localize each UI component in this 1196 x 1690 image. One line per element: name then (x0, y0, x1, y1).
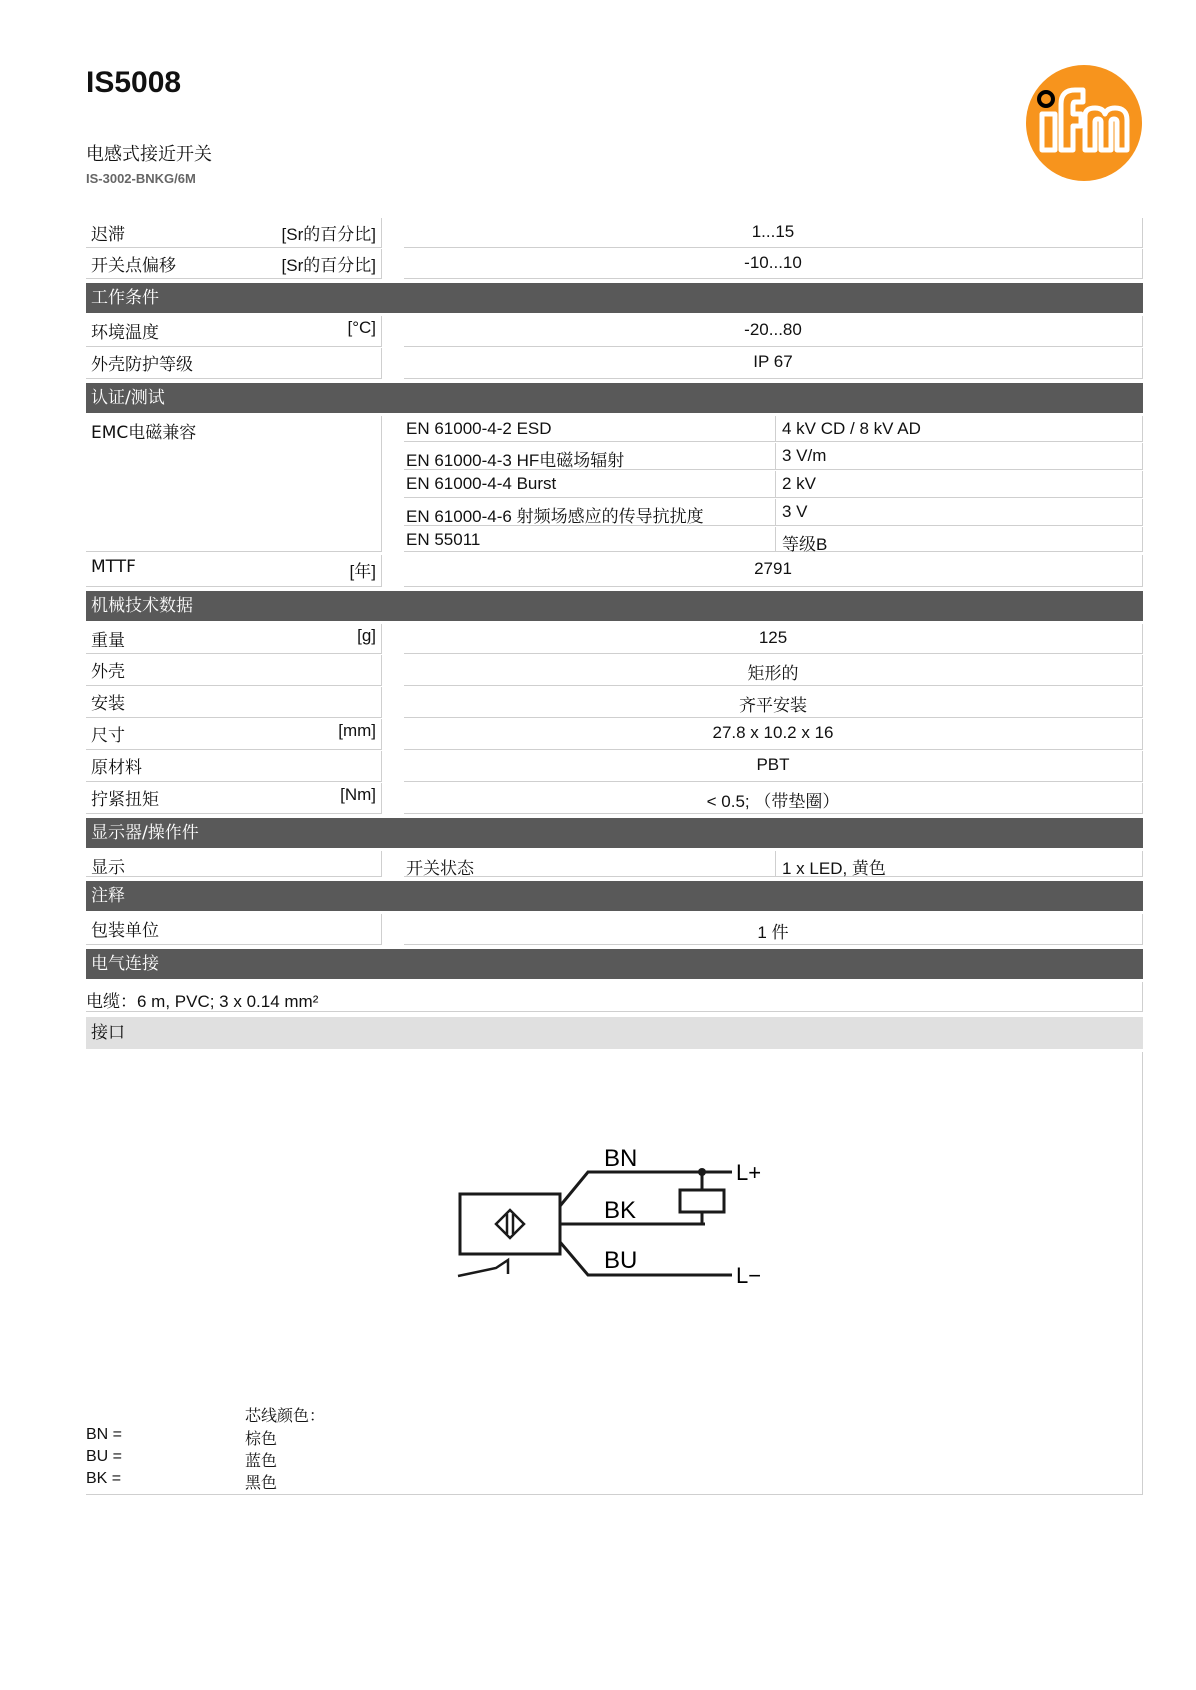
emc-row (86, 499, 1143, 526)
wire-bk-label: BK (604, 1197, 637, 1224)
ifm-logo (1025, 64, 1143, 182)
section-header-approvals: 认证/测试 (86, 383, 1143, 413)
row-unit: [年] (349, 562, 376, 581)
row-value: 2791 (754, 559, 792, 578)
row-hysteresis (86, 218, 1143, 248)
row-torque (86, 783, 1143, 814)
row-label: 显示 (91, 858, 125, 878)
flush-mount-icon (458, 1260, 508, 1276)
row-value: < 0.5; （带垫圈） (706, 792, 840, 811)
section-header-mechanical: 机械技术数据 (86, 591, 1143, 621)
row-value: 齐平安装 (739, 696, 807, 715)
row-value: IP 67 (753, 352, 793, 371)
cable-text: 电缆：6 m, PVC; 3 x 0.14 mm² (86, 992, 319, 1011)
sensor-symbol-icon (496, 1210, 524, 1238)
product-type: 电感式接近开关 (86, 144, 212, 165)
sensor-body (460, 1194, 560, 1254)
emc-row (86, 443, 1143, 470)
row-unit: [Sr的百分比] (281, 256, 376, 275)
emc-row (86, 471, 1143, 498)
row-ambient-temperature (86, 316, 1143, 347)
row-label: 环境温度 (91, 323, 159, 343)
row-switch-point-drift (86, 249, 1143, 279)
row-material (86, 751, 1143, 782)
junction-dot (698, 1168, 706, 1176)
row-label: 包装单位 (91, 921, 159, 941)
row-value: -10...10 (744, 253, 802, 272)
row-label: 迟滞 (91, 225, 125, 245)
row-unit: [Nm] (340, 785, 376, 804)
section-header-operating: 工作条件 (86, 283, 1143, 313)
row-unit: [mm] (338, 721, 376, 740)
legend-code: BN = (86, 1426, 123, 1443)
row-label: 开关点偏移 (91, 256, 176, 276)
emc-value: 3 V (782, 502, 808, 521)
section-header-remarks: 注释 (86, 881, 1143, 911)
row-value: 1...15 (751, 222, 795, 241)
row-protection (86, 348, 1143, 379)
wire-bn-label: BN (604, 1145, 638, 1172)
row-mttf (86, 555, 1143, 587)
row-weight (86, 624, 1143, 654)
row-label: MTTF (91, 557, 136, 577)
interface-header: 接口 (86, 1017, 1143, 1049)
row-mounting (86, 687, 1143, 718)
wire-color-title: 芯线颜色： (245, 1408, 326, 1425)
display-value: 1 x LED, 黄色 (782, 859, 886, 878)
legend-code: BU = (86, 1448, 123, 1465)
legend-code: BK = (86, 1470, 122, 1487)
row-value: PBT (756, 755, 790, 774)
row-label: 外壳 (91, 662, 125, 682)
legend-color: 棕色 (245, 1431, 278, 1448)
row-dimensions (86, 719, 1143, 750)
legend-color: 黑色 (245, 1475, 278, 1492)
row-value: 1 件 (757, 923, 789, 942)
row-label: 原材料 (91, 758, 142, 778)
load-icon (680, 1190, 724, 1212)
product-subcode: IS-3002-BNKG/6M (86, 171, 196, 186)
row-unit: [Sr的百分比] (281, 225, 376, 244)
l-minus-label: L− (736, 1263, 762, 1288)
legend-color: 蓝色 (245, 1453, 278, 1470)
emc-standard: EN 61000-4-6 射频场感应的传导抗扰度 (406, 507, 704, 526)
emc-standard: EN 55011 (406, 530, 481, 549)
emc-row (86, 527, 1143, 552)
product-code: IS5008 (86, 66, 182, 99)
emc-standard: EN 61000-4-3 HF电磁场辐射 (406, 451, 625, 470)
section-header-display: 显示器/操作件 (86, 818, 1143, 848)
row-unit: [g] (357, 626, 376, 645)
emc-value: 4 kV CD / 8 kV AD (782, 419, 921, 438)
emc-value: 2 kV (782, 474, 817, 493)
row-value: 27.8 x 10.2 x 16 (712, 723, 834, 742)
display-sub-label: 开关状态 (406, 859, 474, 878)
row-value: -20...80 (744, 320, 802, 339)
row-label: EMC电磁兼容 (91, 423, 197, 443)
row-housing (86, 655, 1143, 686)
row-label: 安装 (91, 694, 125, 714)
row-unit: [°C] (347, 318, 376, 337)
row-value: 矩形的 (747, 664, 799, 683)
row-label: 尺寸 (91, 726, 125, 746)
row-value: 125 (758, 628, 788, 647)
row-display (86, 851, 1143, 877)
emc-standard: EN 61000-4-2 ESD (406, 419, 552, 438)
row-packaging-unit (86, 914, 1143, 945)
l-plus-label: L+ (736, 1160, 762, 1185)
row-label: 重量 (91, 631, 125, 651)
wire-bu (560, 1242, 732, 1275)
emc-value: 3 V/m (782, 446, 827, 465)
cable-spec (86, 982, 1143, 1012)
wiring-diagram (456, 1140, 776, 1290)
row-label: 拧紧扭矩 (91, 790, 159, 810)
row-label: 外壳防护等级 (91, 355, 193, 375)
emc-row (86, 416, 1143, 442)
section-header-electrical: 电气连接 (86, 949, 1143, 979)
wire-bu-label: BU (604, 1247, 638, 1274)
emc-value: 等级B (782, 535, 828, 554)
emc-standard: EN 61000-4-4 Burst (406, 474, 557, 493)
